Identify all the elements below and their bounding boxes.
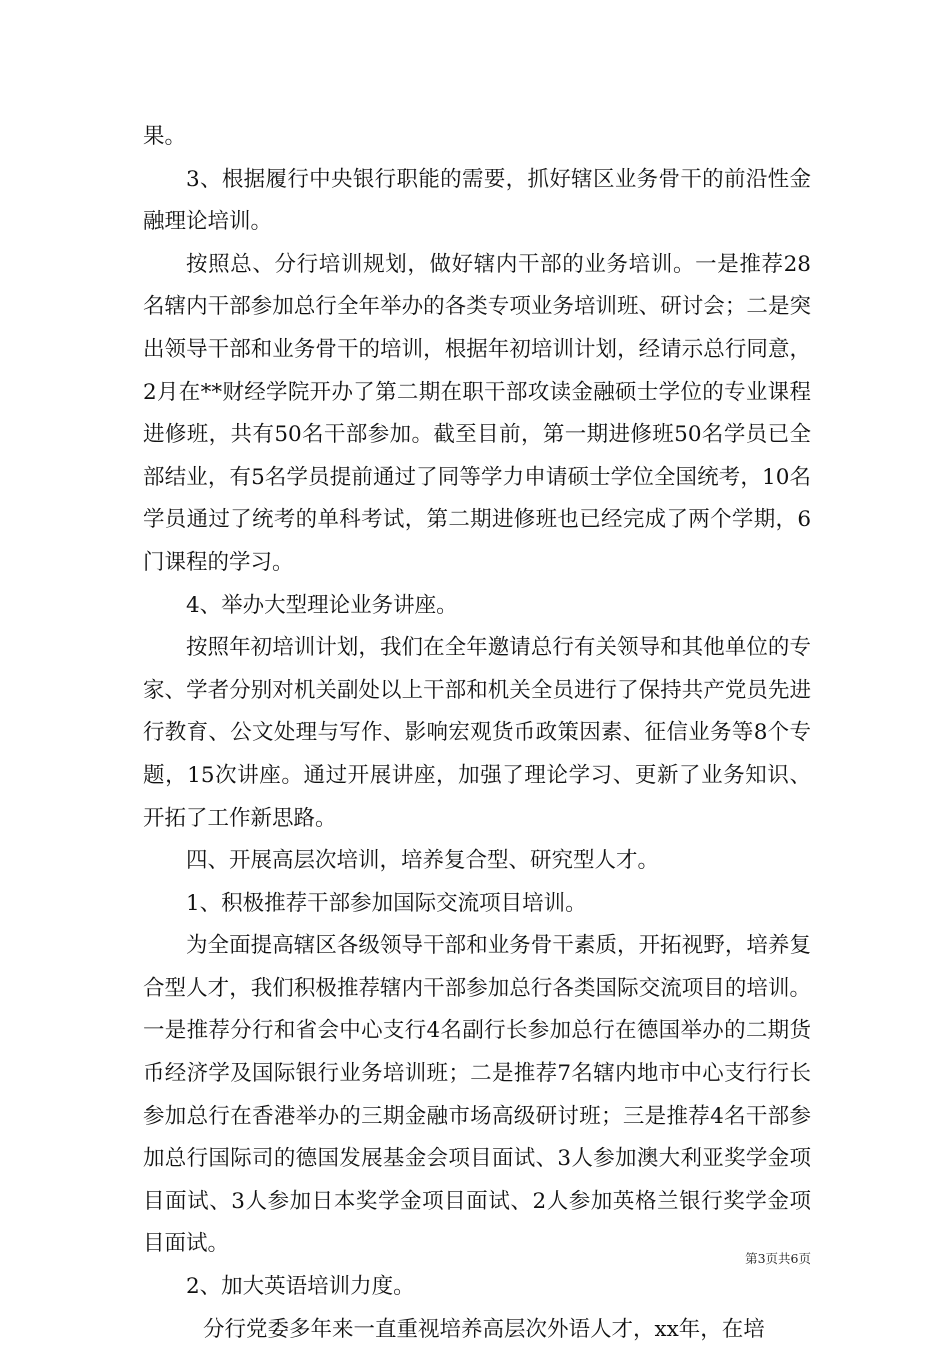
section-heading-1: 1、积极推荐干部参加国际交流项目培训。 (186, 890, 587, 916)
paragraph-continuation: 果。 (143, 124, 187, 149)
paragraph: 为全面提高辖区各级领导干部和业务骨干素质，开拓视野，培养复合型人才，我们积极推荐辖内干部参加总行各类国际交流项目的培训。一是推荐分行和省会中心支行4名副行长参加总行在德国举办的二期货币经济学及国际银行业务培训班；二是推荐7名辖内地市中心支行行长参加总行在香港举办的三期金融市场高级研讨班；三是推荐4名干部参加总行国际司的德国发展基金会项目面试、3人参加澳大利亚奖学金项目面试、3人参加日本奖学金项目面试、2人参加英格兰银行奖学金项目面试。 (143, 933, 811, 1257)
section-heading-4: 4、举办大型理论业务讲座。 (186, 592, 458, 618)
paragraph: 按照总、分行培训规划，做好辖内干部的业务培训。一是推荐28名辖内干部参加总行全年举办的各类专项业务培训班、研讨会；二是突出领导干部和业务骨干的培训，根据年初培训计划，经请示总行同意，2月在**财经学院开办了第二期在职干部攻读金融硕士学位的专业课程进修班，共有50名干部参加。截至目前，第一期进修班50名学员已全部结业，有5名学员提前通过了同等学力申请硕士学位全国统考，10名学员通过了统考的单科考试，第二期进修班也已经完成了两个学期，6门课程的学习。 (143, 251, 811, 575)
section-heading-3: 3、根据履行中央银行职能的需要，抓好辖区业务骨干的前沿性金融理论培训。 (143, 166, 811, 235)
chapter-heading: 四、开展高层次培训，培养复合型、研究型人才。 (186, 848, 660, 874)
section-heading-2: 2、加大英语培训力度。 (186, 1274, 415, 1300)
paragraph-truncated: 分行党委多年来一直重视培养高层次外语人才，xx年，在培 (203, 1316, 765, 1342)
page-number: 第3页共6页 (745, 1251, 811, 1266)
paragraph: 按照年初培训计划，我们在全年邀请总行有关领导和其他单位的专家、学者分别对机关副处以上干部和机关全员进行了保持共产党员先进行教育、公文处理与写作、影响宏观货币政策因素、征信业务等8个专题，15次讲座。通过开展讲座，加强了理论学习、更新了业务知识、开拓了工作新思路。 (143, 635, 811, 831)
document-body (143, 116, 811, 1351)
